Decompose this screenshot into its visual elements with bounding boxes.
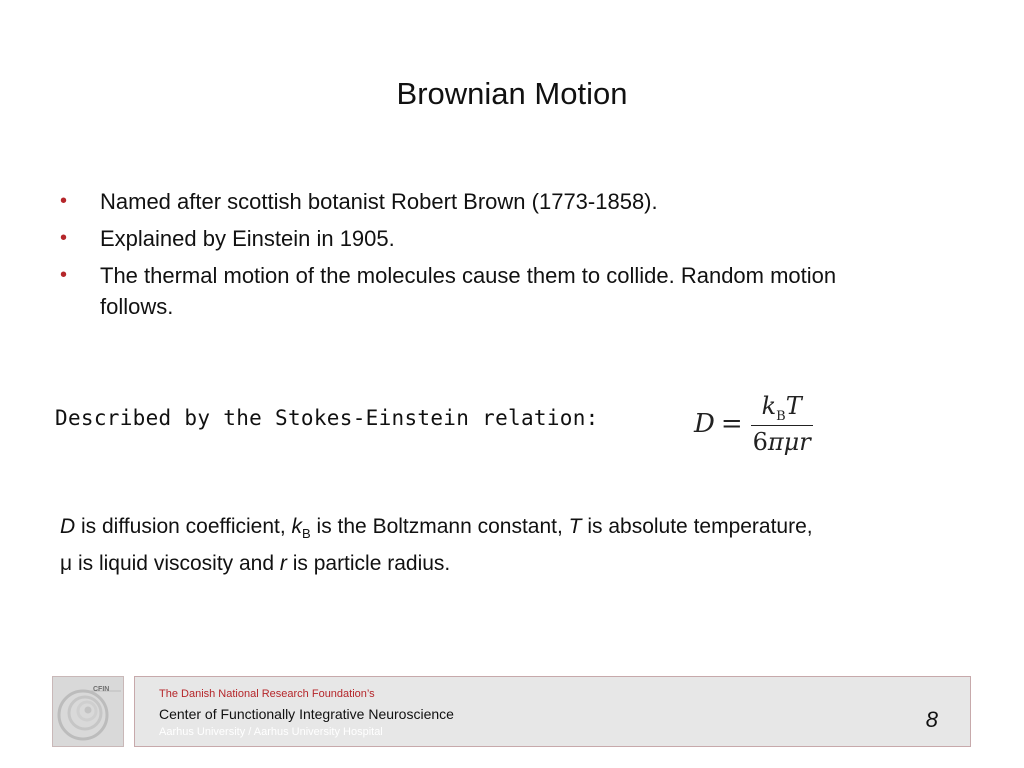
bullet-item <box>58 260 898 322</box>
bullet-item <box>58 186 898 217</box>
bullet-dot-icon: • <box>60 227 68 249</box>
bullet-text: Explained by Einstein in 1905. <box>100 226 395 251</box>
formula-pi-mu-r: πμr <box>767 428 811 457</box>
explain-text: is particle radius. <box>286 552 451 576</box>
logo-text: CFIN <box>93 686 110 693</box>
bullet-dot-icon: • <box>60 190 68 212</box>
formula-numerator <box>758 392 806 426</box>
center-name: Center of Functionally Integrative Neuroscience <box>159 706 454 722</box>
formula-k: k <box>761 391 777 420</box>
formula-equals: = <box>720 409 743 439</box>
bullet-dot-icon: • <box>60 264 68 286</box>
var-k-sub: B <box>302 526 311 542</box>
formula-lhs: D <box>694 409 715 439</box>
explain-text: is diffusion coefficient, <box>75 515 292 538</box>
bullet-list <box>58 186 898 328</box>
explain-text: is liquid viscosity and <box>72 552 280 576</box>
formula-fraction <box>751 392 813 457</box>
explain-text: is the Boltzmann constant, <box>310 515 569 538</box>
formula-denominator <box>753 426 811 456</box>
formula-k-sub: B <box>776 408 786 424</box>
var-D: D <box>60 515 76 538</box>
stokes-einstein-formula <box>694 388 813 460</box>
bullet-text: The thermal motion of the molecules cause them to collide. Random motion follows. <box>100 263 837 319</box>
formula-six: 6 <box>752 428 768 457</box>
slide-title: Brownian Motion <box>396 76 628 111</box>
university-text: Aarhus University / Aarhus University Hospital <box>159 726 383 738</box>
cfin-logo <box>52 676 124 747</box>
nautilus-shell-icon <box>53 677 123 746</box>
footer-banner <box>134 676 971 747</box>
var-k: k <box>291 515 303 538</box>
stokes-einstein-label: Described by the Stokes-Einstein relation: <box>55 406 599 430</box>
variable-explanation <box>60 512 1000 579</box>
explain-text: is absolute temperature, <box>581 515 813 538</box>
bullet-text: Named after scottish botanist Robert Brown (1773-1858). <box>100 189 658 214</box>
bullet-item <box>58 223 898 254</box>
foundation-text: The Danish National Research Foundation’s <box>159 688 375 700</box>
var-mu: μ <box>60 552 73 576</box>
formula-T: T <box>785 391 802 420</box>
var-T: T <box>568 515 582 538</box>
var-r: r <box>279 552 287 576</box>
page-number: 8 <box>925 707 938 732</box>
